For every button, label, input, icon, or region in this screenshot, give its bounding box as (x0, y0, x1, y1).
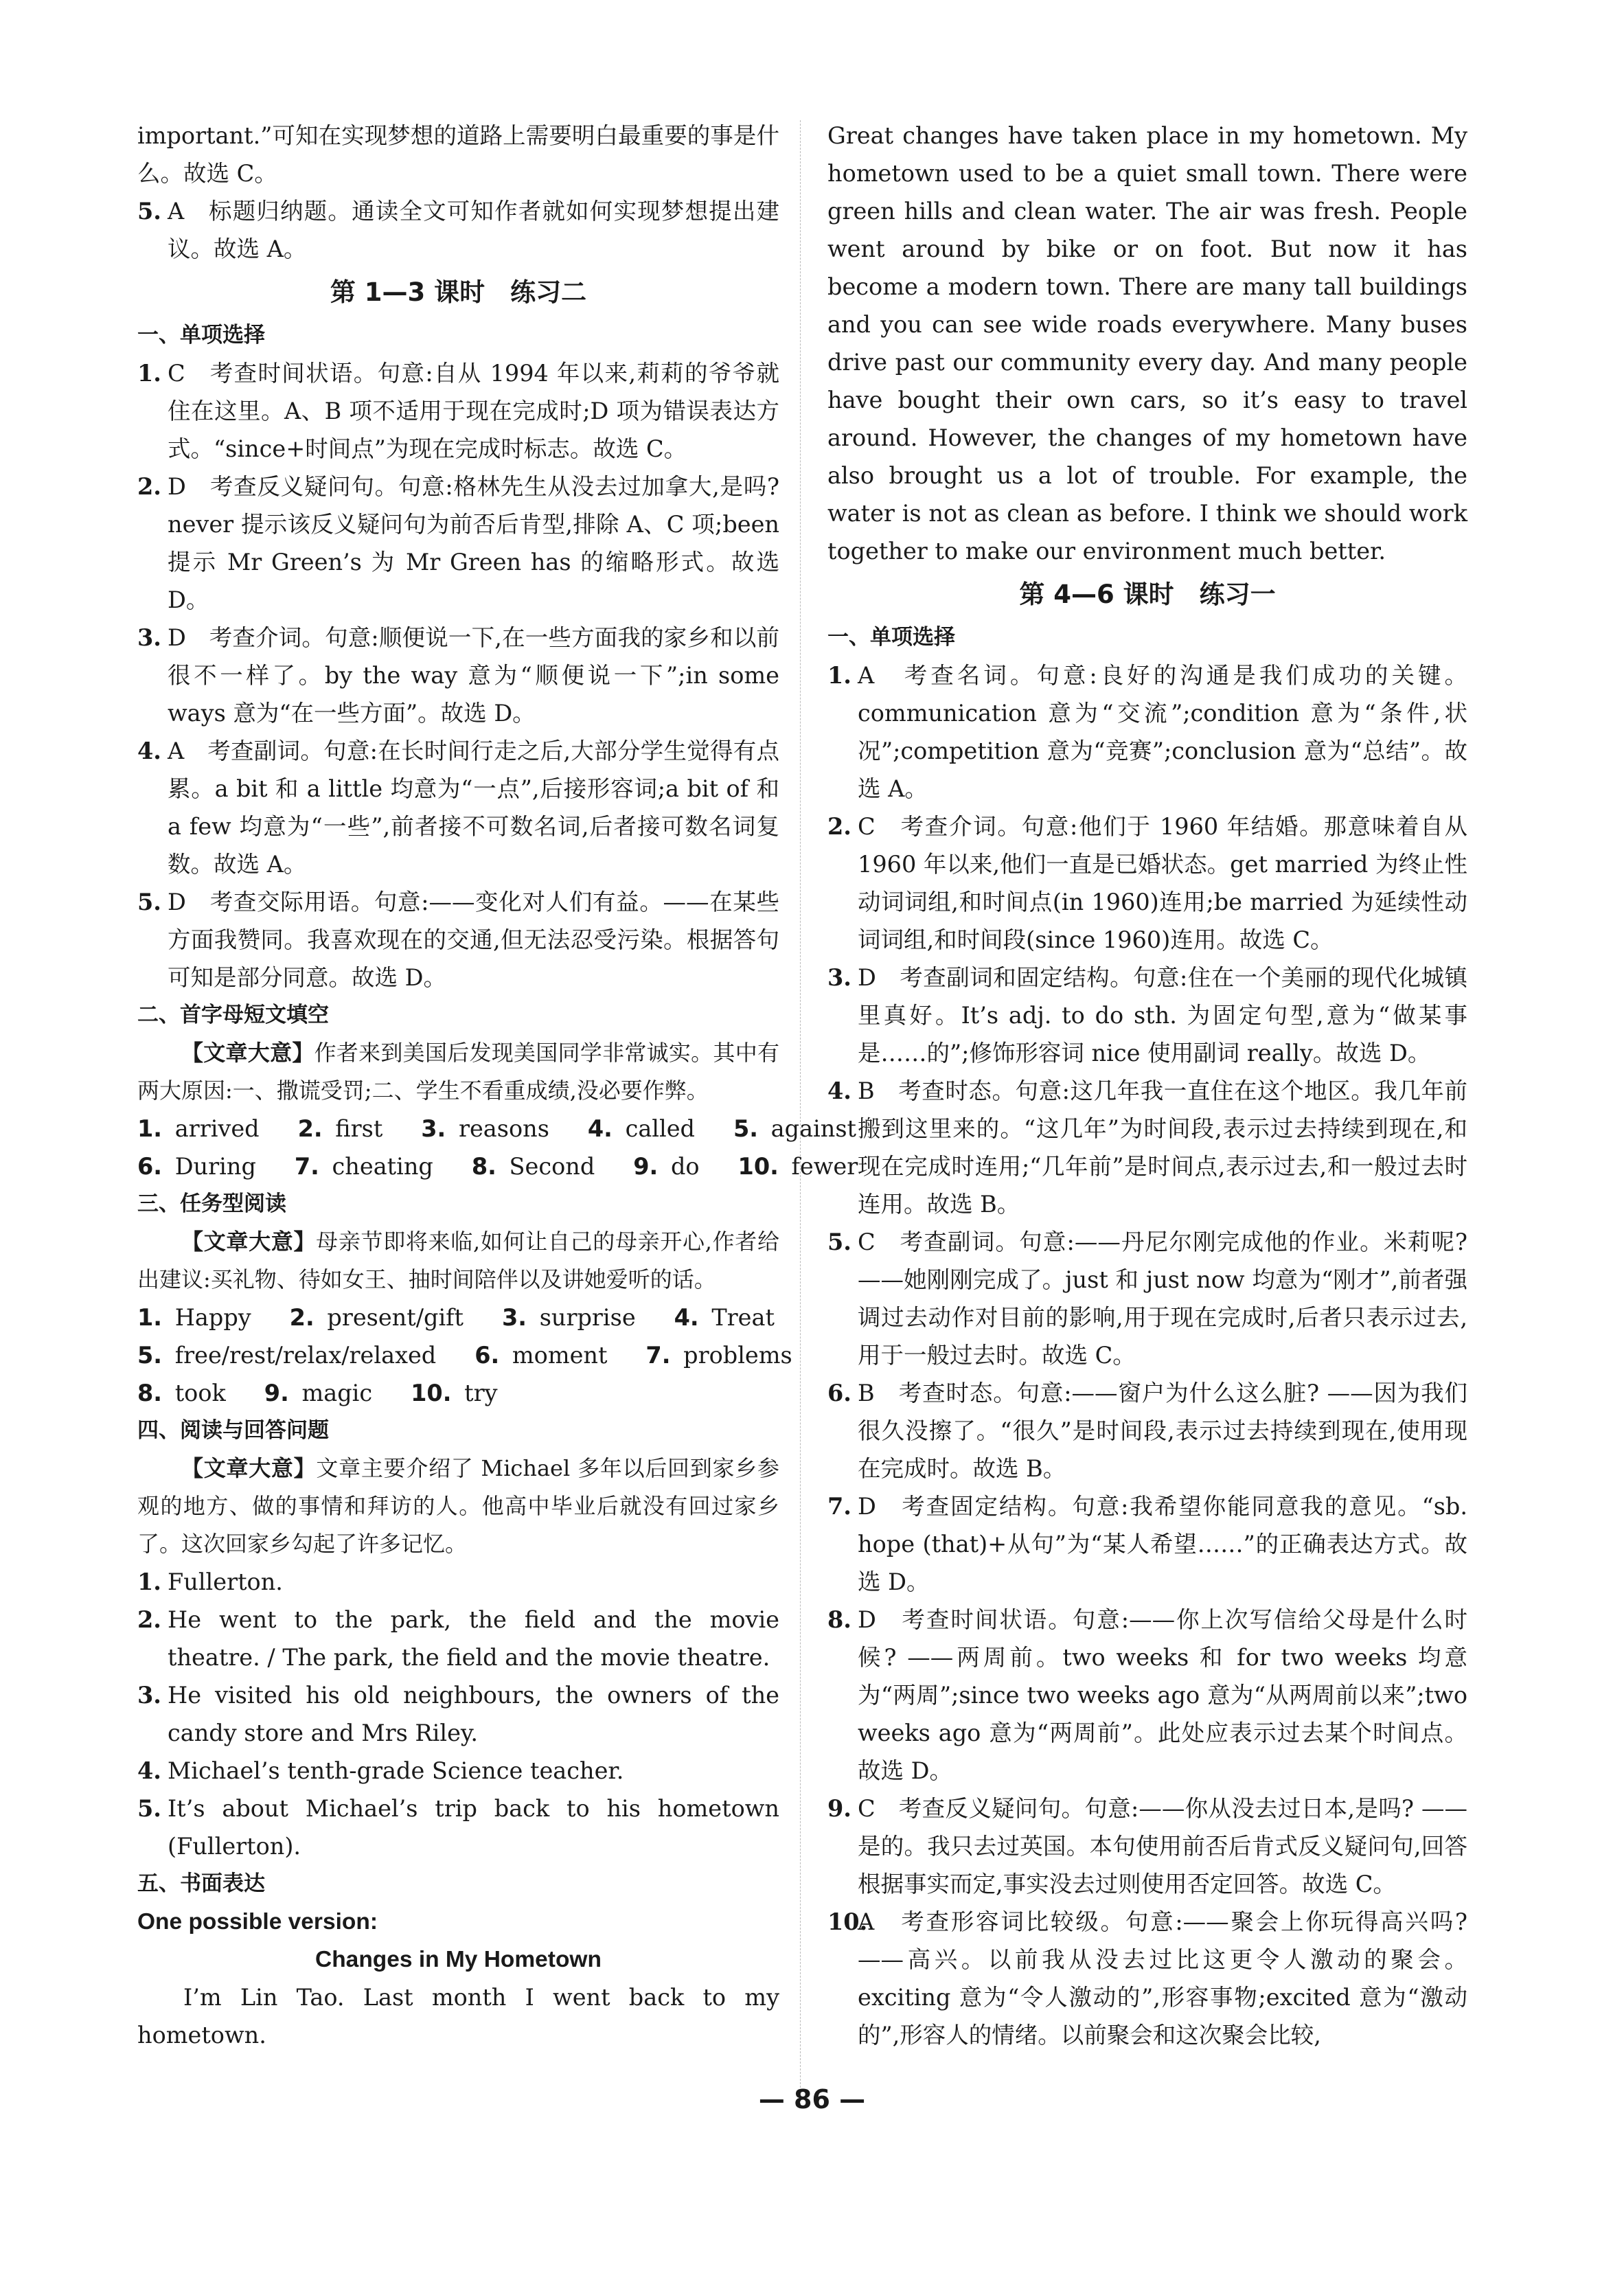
essay-text: I’m Lin Tao. Last month I went back to my hometown. (137, 1984, 779, 2049)
list-item: 1. Fullerton. (137, 1568, 283, 1595)
page-number: — 86 — (758, 2084, 866, 2114)
left-column (137, 117, 858, 2054)
section-title: 五、书面表达 (137, 1871, 265, 1896)
article-summary: 【文章大意】文章主要介绍了 Michael 多年以后回到家乡参观的地方、做的事情和拜访的人。他高中毕业后就没有回过家乡了。这次回家乡勾起了许多记忆。 (137, 1455, 779, 1557)
list-item: 5. A 标题归纳题。通读全文可知作者就如何实现梦想提出建议。故选 A。 (137, 198, 779, 262)
answer-row: 5. free/rest/relax/relaxed 6. moment 7. problems (137, 1342, 792, 1369)
list-item: 2. He went to the park, the field and the movie theatre. / The park, the field and the movie theatre. (137, 1606, 779, 1671)
list-item: 9. C 考查反义疑问句。句意:——你从没去过日本,是吗? ——是的。我只去过英国。本句使用前否后肯式反义疑问句,回答根据事实而定,事实没去过则使用否定回答。故选 C。 (827, 1795, 1467, 1897)
essay-text: Great changes have taken place in my hometown. My hometown used to be a quiet small town. There were green hills and clean water. The air was fresh. People went around by bike or on foot. But now it has become a modern town. There are many tall buildings and you can see wide roads everywhere. Many buses drive past our community every day. And many people have bought their own cars, so it’s easy to travel around. However, the changes of my hometown have also brought us a lot of trouble. For example, the water is not as clean as before. I think we should work together to make our environment much better. (827, 122, 1467, 564)
list-item: 8. D 考查时间状语。句意:——你上次写信给父母是什么时候? ——两周前。two weeks 和 for two weeks 均意为“两周”;since two weeks ago 意为“从两周前以来”;two weeks ago 意为“两周前”。此处应表示过去某个时间点。故选 D。 (827, 1606, 1467, 1784)
section-title: 一、单项选择 (137, 323, 265, 347)
list-item: 5. It’s about Michael’s trip back to his hometown (Fullerton). (137, 1795, 779, 1860)
list-item: 3. He visited his old neighbours, the owners of the candy store and Mrs Riley. (137, 1682, 779, 1746)
right-column (827, 117, 1467, 2054)
answer-row: 1. Happy 2. present/gift 3. surprise 4. Treat (137, 1304, 775, 1331)
list-item: 5. D 考查交际用语。句意:——变化对人们有益。——在某些方面我赞同。我喜欢现在的交通,但无法忍受污染。根据答句可知是部分同意。故选 D。 (137, 889, 779, 991)
article-summary: 【文章大意】作者来到美国后发现美国同学非常诚实。其中有两大原因:一、撒谎受罚;二、学生不看重成绩,没必要作弊。 (137, 1040, 779, 1104)
list-item: 2. C 考查介词。句意:他们于 1960 年结婚。那意味着自从 1960 年以来,他们一直是已婚状态。get married 为终止性动词词组,和时间点(in 1960)连用;be married 为延续性动词词组,和时间段(since 1960)连用。故选 C。 (827, 813, 1467, 953)
carry-over-text: important.”可知在实现梦想的道路上需要明白最重要的事是什么。故选 C。 (137, 122, 779, 187)
list-item: 3. D 考查副词和固定结构。句意:住在一个美丽的现代化城镇里真好。It’s adj. to do sth. 为固定句型,意为“做某事是……的”;修饰形容词 nice 使用副词 really。故选 D。 (827, 964, 1467, 1066)
section-title: 四、阅读与回答问题 (137, 1418, 329, 1443)
answer-row: 8. took 9. magic 10. try (137, 1380, 498, 1406)
version-label: One possible version: (137, 1909, 378, 1935)
essay-title: Changes in My Hometown (315, 1947, 602, 1972)
list-item: 2. D 考查反义疑问句。句意:格林先生从没去过加拿大,是吗? never 提示该反义疑问句为前否后肯型,排除 A、C 项;been 提示 Mr Green’s 为 Mr Green has 的缩略形式。故选 D。 (137, 473, 779, 613)
list-item: 4. B 考查时态。句意:这几年我一直住在这个地区。我几年前搬到这里来的。“这几年”为时间段,表示过去持续到现在,和现在完成时连用;“几年前”是时间点,表示过去,和一般过去时连用。故选 B。 (827, 1077, 1467, 1218)
section-title: 一、单项选择 (827, 625, 955, 650)
column-divider (800, 120, 801, 2105)
section-title: 三、任务型阅读 (137, 1191, 286, 1216)
list-item: 1. A 考查名词。句意:良好的沟通是我们成功的关键。communication 意为“交流”;condition 意为“条件,状况”;competition 意为“竞赛”;conclusion 意为“总结”。故选 A。 (827, 662, 1467, 802)
list-item: 4. Michael’s tenth-grade Science teacher. (137, 1757, 624, 1784)
lesson-title: 第 4—6 课时 练习一 (1019, 580, 1276, 609)
list-item: 7. D 考查固定结构。句意:我希望你能同意我的意见。“sb. hope (that)+从句”为“某人希望……”的正确表达方式。故选 D。 (827, 1493, 1467, 1595)
section-title: 二、首字母短文填空 (137, 1003, 329, 1027)
list-item: 3. D 考查介词。句意:顺便说一下,在一些方面我的家乡和以前很不一样了。by the way 意为“顺便说一下”;in some ways 意为“在一些方面”。故选 D。 (137, 624, 779, 727)
list-item: 4. A 考查副词。句意:在长时间行走之后,大部分学生觉得有点累。a bit 和 a little 均意为“一点”,后接形容词;a bit of 和 a few 均意为“一些”,前者接不可数名词,后者接可数名词复数。故选 A。 (137, 738, 779, 878)
answer-row: 1. arrived 2. first 3. reasons 4. called 5. against (137, 1115, 856, 1142)
list-item: 5. C 考查副词。句意:——丹尼尔刚完成他的作业。米莉呢? ——她刚刚完成了。just 和 just now 均意为“刚才”,前者强调过去动作对目前的影响,用于现在完成时,后者只表示过去,用于一般过去时。故选 C。 (827, 1229, 1467, 1369)
list-item: 1. C 考查时间状语。句意:自从 1994 年以来,莉莉的爷爷就住在这里。A、B 项不适用于现在完成时;D 项为错误表达方式。“since+时间点”为现在完成时标志。故选 C。 (137, 360, 779, 462)
lesson-title: 第 1—3 课时 练习二 (330, 277, 587, 307)
list-item: 10.A 考查形容词比较级。句意:——聚会上你玩得高兴吗? ——高兴。以前我从没去过比这更令人激动的聚会。exciting 意为“令人激动的”,形容事物;excited 意为“激动的”,形容人的情绪。以前聚会和这次聚会比较, (827, 1908, 1467, 2049)
answer-row: 6. During 7. cheating 8. Second 9. do 10. fewer (137, 1153, 858, 1180)
list-item: 6. B 考查时态。句意:——窗户为什么这么脏? ——因为我们很久没擦了。“很久”是时间段,表示过去持续到现在,使用现在完成时。故选 B。 (827, 1380, 1467, 1482)
article-summary: 【文章大意】母亲节即将来临,如何让自己的母亲开心,作者给出建议:买礼物、待如女王、抽时间陪伴以及讲她爱听的话。 (137, 1229, 779, 1292)
